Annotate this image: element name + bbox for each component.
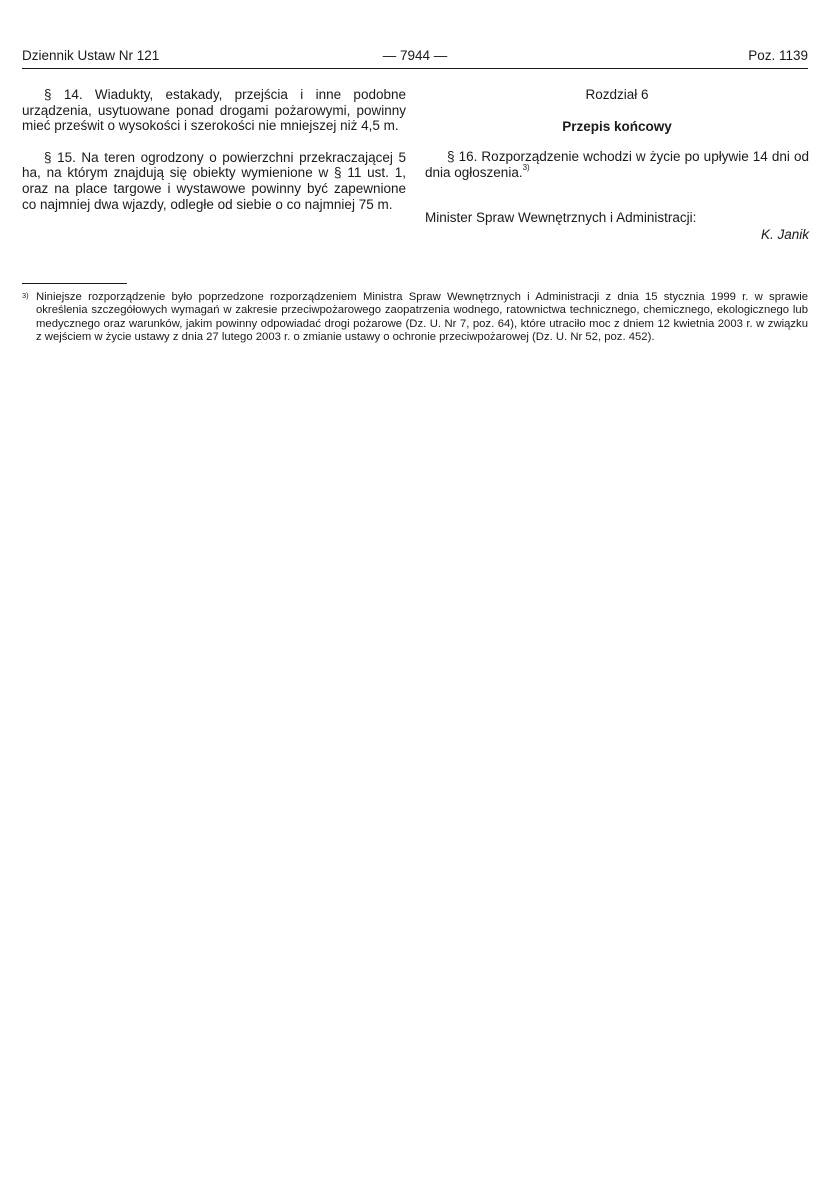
page-header [22, 48, 808, 66]
chapter-title: Przepis końcowy [562, 118, 672, 134]
signature-name: K. Janik [760, 226, 809, 242]
paragraph-16-text: § 16. Rozporządzenie wchodzi w życie po upływie 14 dni od dnia ogłoszenia. [425, 149, 809, 180]
paragraph-14: § 14. Wiadukty, estakady, przejścia i inne podobne urządzenia, usytuowane ponad drogami pożarowymi, powinny mieć prześwit o wysokości i szerokości nie mniejszej niż 4,5 m. [22, 87, 406, 134]
right-column [425, 87, 809, 243]
paragraph-16 [425, 149, 809, 180]
header-divider [22, 68, 808, 69]
footnote-reference[interactable]: 3) [522, 163, 530, 173]
footnote-marker: 3) [22, 291, 29, 300]
footnote-divider [22, 283, 127, 284]
paragraph-15: § 15. Na teren ogrodzony o powierzchni przekraczającej 5 ha, na którym znajdują się obiekty wymienione w § 11 ust. 1, oraz na place targowe i wystawowe powinny być zapewnione co najmniej dwa wjazdy, odległe od siebie o co najmniej 75 m. [22, 149, 406, 212]
footnote [22, 291, 808, 345]
position-number: Poz. 1139 [748, 48, 808, 63]
footnote-text: Niniejsze rozporządzenie było poprzedzone rozporządzeniem Ministra Spraw Wewnętrznych i Administracji z dnia 15 stycznia 1999 r. w sprawie określenia szczegółowych wymagań w zakresie przeciwpożarowego zaopatrzenia wodnego, ratownictwa technicznego, chemicznego, ekologicznego lub medycznego oraz warunków, jakim powinny odpowiadać drogi pożarowe (Dz. U. Nr 7, poz. 64), które utraciło moc z dniem 12 kwietnia 2003 r. w związku z wejściem w życie ustawy z dnia 27 lutego 2003 r. o zmianie ustawy o ochronie przeciwpożarowej (Dz. U. Nr 52, poz. 452). [36, 291, 808, 344]
chapter-label: Rozdział 6 [585, 87, 649, 102]
signature-role: Minister Spraw Wewnętrznych i Administracji: [425, 210, 697, 226]
page-number: — 7944 — [382, 48, 448, 63]
journal-title: Dziennik Ustaw Nr 121 [22, 48, 160, 63]
left-column [22, 87, 406, 212]
